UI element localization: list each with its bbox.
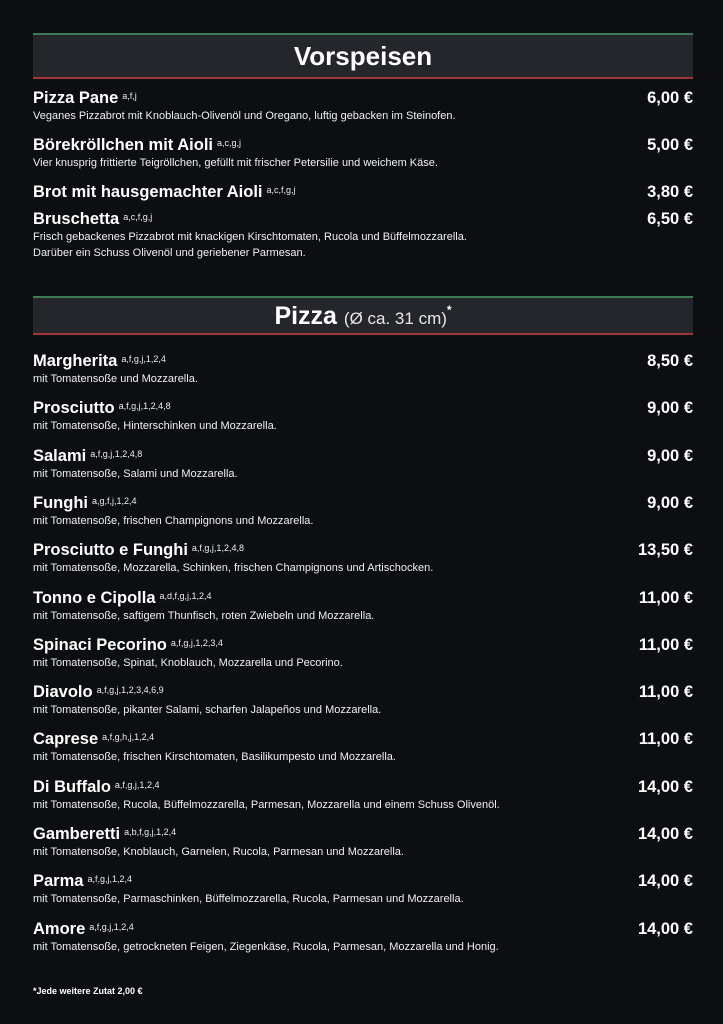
item-allergens: a,f,g,h,j,1,2,4: [102, 732, 155, 743]
item-allergens: a,c,f,g,j: [266, 185, 296, 195]
item-price: 11,00 €: [638, 730, 693, 749]
item-name: Börekröllchen mit Aioli: [33, 136, 214, 154]
item-price: 14,00 €: [637, 825, 693, 843]
item-price: 9,00 €: [647, 399, 693, 418]
menu-item: [33, 824, 693, 860]
item-name: Parma: [33, 872, 84, 891]
item-name-row: [33, 777, 693, 797]
item-name: Funghi: [33, 493, 88, 512]
item-name: Prosciutto e Funghi: [33, 541, 188, 560]
item-price: 8,50 €: [647, 352, 693, 370]
item-allergens: a,f,g,j,1,2,4: [87, 874, 132, 885]
menu-item: [33, 398, 693, 434]
item-name-row: [33, 588, 693, 608]
footnote: *Jede weitere Zutat 2,00 €: [33, 986, 143, 996]
item-price: 11,00 €: [638, 635, 693, 654]
item-allergens: a,f,g,j,1,2,4,8: [118, 401, 171, 412]
section-title: Pizza: [274, 302, 337, 330]
item-name-row: [33, 88, 693, 108]
item-allergens: a,c,g,j: [217, 138, 242, 148]
item-name: Tonno e Cipolla: [33, 588, 156, 607]
item-name-row: [33, 209, 693, 229]
item-name: Bruschetta: [33, 210, 120, 228]
item-description: mit Tomatensoße, pikanter Salami, scharfen Jalapeños und Mozzarella.: [33, 704, 382, 717]
item-name: Pizza Pane: [33, 89, 119, 107]
item-price: 14,00 €: [637, 872, 693, 891]
item-price: 13,50 €: [637, 541, 693, 560]
item-price: 5,00 €: [647, 136, 693, 154]
menu-item: [33, 588, 693, 624]
item-name-row: [33, 398, 693, 418]
item-description: Frisch gebackenes Pizzabrot mit knackigen Kirschtomaten, Rucola und Büffelmozzarella.: [33, 231, 467, 243]
item-name: Di Buffalo: [33, 777, 111, 796]
item-name: Margherita: [33, 352, 118, 370]
menu-item: [33, 635, 693, 671]
item-name-row: [33, 351, 693, 371]
item-price: 3,80 €: [647, 183, 693, 201]
item-name: Spinaci Pecorino: [33, 635, 167, 654]
item-allergens: a,f,g,j,1,2,3,4,6,9: [96, 685, 164, 696]
menu-item: [33, 540, 693, 576]
menu-item: [33, 446, 693, 482]
menu-item: [33, 182, 693, 202]
item-description: Vier knusprig frittierte Teigröllchen, gefüllt mit frischer Petersilie und weichem Käse.: [33, 157, 438, 169]
item-price: 14,00 €: [637, 777, 693, 796]
item-description: mit Tomatensoße, Mozzarella, Schinken, frischen Champignons und Artischocken.: [33, 562, 434, 575]
section-header-starters: [33, 33, 693, 79]
item-description: mit Tomatensoße, Hinterschinken und Mozzarella.: [33, 420, 277, 433]
item-price: 9,00 €: [647, 493, 693, 512]
menu-item: [33, 88, 693, 124]
item-name: Amore: [33, 919, 86, 938]
menu-item: [33, 919, 693, 955]
item-description: mit Tomatensoße, frischen Kirschtomaten, Basilikumpesto und Mozzarella.: [33, 751, 396, 764]
item-price: 14,00 €: [637, 919, 693, 938]
item-price: 9,00 €: [647, 446, 693, 465]
item-name-row: [33, 540, 693, 560]
item-allergens: a,f,g,j,1,2,4: [114, 779, 160, 790]
menu-item: [33, 729, 693, 765]
item-description: mit Tomatensoße, saftigem Thunfisch, roten Zwiebeln und Mozzarella.: [33, 609, 375, 622]
item-name: Salami: [33, 446, 87, 465]
item-allergens: a,f,g,j,1,2,4,8: [90, 448, 143, 459]
section-subtitle: (Ø ca. 31 cm): [343, 309, 447, 328]
item-description: mit Tomatensoße, frischen Champignons und Mozzarella.: [33, 514, 314, 527]
item-description: Darüber ein Schuss Olivenöl und geriebener Parmesan.: [33, 247, 306, 259]
item-price: 11,00 €: [638, 683, 693, 702]
item-description: mit Tomatensoße, Rucola, Büffelmozzarella, Parmesan, Mozzarella und einem Schuss Olivenöl.: [33, 798, 500, 811]
item-allergens: a,f,g,j,1,2,3,4: [170, 637, 223, 648]
item-allergens: a,f,g,j,1,2,4: [89, 921, 134, 932]
item-name: Prosciutto: [33, 399, 115, 418]
item-price: 6,00 €: [647, 89, 693, 107]
item-name-row: [33, 871, 693, 891]
item-name-row: [33, 729, 693, 749]
item-name-row: [33, 635, 693, 655]
item-description: mit Tomatensoße und Mozzarella.: [33, 373, 198, 385]
item-allergens: a,f,g,j,1,2,4,8: [191, 543, 244, 554]
item-name-row: [33, 182, 693, 202]
item-name: Caprese: [33, 730, 99, 749]
item-description: Veganes Pizzabrot mit Knoblauch-Olivenöl und Oregano, luftig gebacken im Steinofen.: [33, 110, 456, 122]
section-header-pizza: [33, 296, 693, 335]
footnote-marker: *: [446, 303, 452, 317]
item-price: 11,00 €: [638, 588, 693, 607]
item-description: mit Tomatensoße, getrockneten Feigen, Ziegenkäse, Rucola, Parmesan, Mozzarella und Honig.: [33, 940, 499, 953]
item-name-row: [33, 824, 693, 844]
item-allergens: a,g,f,j,1,2,4: [91, 495, 137, 506]
section-title: Vorspeisen: [293, 41, 433, 71]
item-name-row: [33, 919, 693, 939]
item-description: mit Tomatensoße, Knoblauch, Garnelen, Rucola, Parmesan und Mozzarella.: [33, 846, 404, 858]
item-allergens: a,d,f,g,j,1,2,4: [159, 590, 212, 601]
item-name-row: [33, 682, 693, 702]
item-name-row: [33, 493, 693, 513]
item-description: mit Tomatensoße, Spinat, Knoblauch, Mozzarella und Pecorino.: [33, 656, 343, 669]
item-name: Brot mit hausgemachter Aioli: [33, 183, 263, 201]
menu-item: [33, 871, 693, 907]
menu-item: [33, 682, 693, 718]
item-allergens: a,c,f,g,j: [123, 212, 153, 222]
item-name: Gamberetti: [33, 825, 121, 843]
item-allergens: a,f,g,j,1,2,4: [121, 354, 166, 364]
menu-item: [33, 209, 693, 261]
menu-item: [33, 777, 693, 813]
item-name-row: [33, 446, 693, 466]
item-description: mit Tomatensoße, Parmaschinken, Büffelmozzarella, Rucola, Parmesan und Mozzarella.: [33, 893, 464, 906]
item-allergens: a,b,f,g,j,1,2,4: [124, 827, 177, 837]
menu-item: [33, 351, 693, 387]
item-allergens: a,f,j: [122, 91, 137, 101]
item-name-row: [33, 135, 693, 155]
item-description: mit Tomatensoße, Salami und Mozzarella.: [33, 467, 238, 480]
item-name: Diavolo: [33, 683, 93, 702]
menu-item: [33, 493, 693, 529]
item-price: 6,50 €: [647, 210, 693, 228]
menu-item: [33, 135, 693, 171]
